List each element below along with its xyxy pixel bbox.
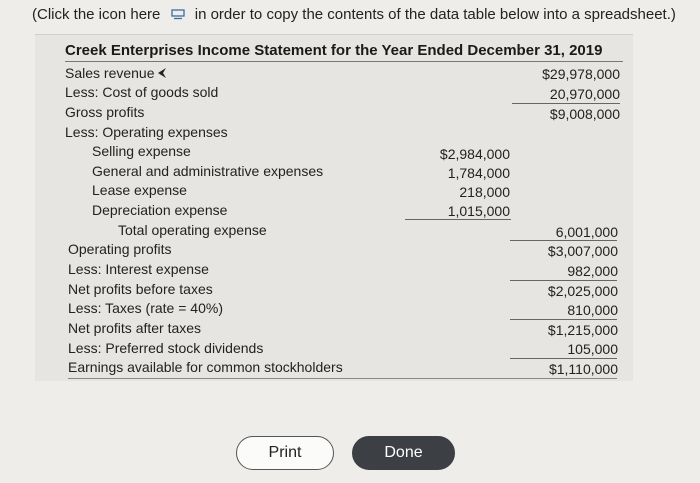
row-label-earnings-available: Earnings available for common stockholders <box>68 359 343 375</box>
value-cost-of-goods: 20,970,000 <box>549 86 620 102</box>
row-label-operating-profits: Operating profits <box>68 241 172 257</box>
value-net-profits-after-taxes: $1,215,000 <box>547 322 618 338</box>
value-preferred-dividends: 105,000 <box>567 341 618 357</box>
copy-to-spreadsheet-icon[interactable] <box>171 7 185 18</box>
pretax-profit-rule <box>510 280 617 281</box>
print-button[interactable]: Print <box>236 436 334 470</box>
value-sales-revenue: $29,978,000 <box>542 66 620 82</box>
table-title: Creek Enterprises Income Statement for the Year Ended December 31, 2019 <box>65 42 603 59</box>
row-label-net-profits-before-taxes: Net profits before taxes <box>68 281 213 297</box>
operating-profit-rule <box>510 240 617 241</box>
row-label-sales-revenue: Sales revenue <box>65 65 167 81</box>
row-label-interest-expense: Less: Interest expense <box>68 261 209 277</box>
aftertax-profit-rule <box>510 319 617 320</box>
value-lease-expense: 218,000 <box>459 184 510 200</box>
value-depreciation-expense: 1,015,000 <box>447 203 510 219</box>
value-total-operating-expense: 6,001,000 <box>555 224 618 240</box>
row-label-taxes: Less: Taxes (rate = 40%) <box>68 300 223 316</box>
row-label-gross-profits: Gross profits <box>65 104 145 120</box>
done-button[interactable]: Done <box>352 436 455 470</box>
row-label-total-operating-expense: Total operating expense <box>118 222 267 238</box>
value-selling-expense: $2,984,000 <box>439 146 510 162</box>
row-label-lease-expense: Lease expense <box>92 182 187 198</box>
row-label-depreciation-expense: Depreciation expense <box>92 202 228 218</box>
value-general-admin: 1,784,000 <box>447 165 510 181</box>
earnings-rule <box>510 358 617 359</box>
instruction-prefix: (Click the icon here <box>32 6 161 23</box>
row-label-operating-expenses: Less: Operating expenses <box>65 124 228 140</box>
value-net-profits-before-taxes: $2,025,000 <box>547 283 618 299</box>
col1-subtotal-rule <box>405 219 511 220</box>
row-label-preferred-dividends: Less: Preferred stock dividends <box>68 340 264 356</box>
value-earnings-available: $1,110,000 <box>548 361 618 377</box>
value-gross-profits: $9,008,000 <box>549 106 620 122</box>
cursor-arrow-icon <box>157 66 167 78</box>
instruction-text <box>32 6 676 23</box>
row-label-cost-of-goods: Less: Cost of goods sold <box>65 84 219 100</box>
gross-profit-rule <box>512 103 620 104</box>
title-divider <box>65 61 623 62</box>
instruction-suffix: in order to copy the contents of the data table below into a spreadsheet.) <box>194 6 676 23</box>
value-operating-profits: $3,007,000 <box>547 243 618 259</box>
table-bottom-rule <box>68 378 617 379</box>
row-label-general-admin: General and administrative expenses <box>92 163 324 179</box>
value-interest-expense: 982,000 <box>567 263 618 279</box>
row-label-selling-expense: Selling expense <box>92 143 191 159</box>
value-taxes: 810,000 <box>567 302 618 318</box>
row-label-net-profits-after-taxes: Net profits after taxes <box>68 320 202 336</box>
